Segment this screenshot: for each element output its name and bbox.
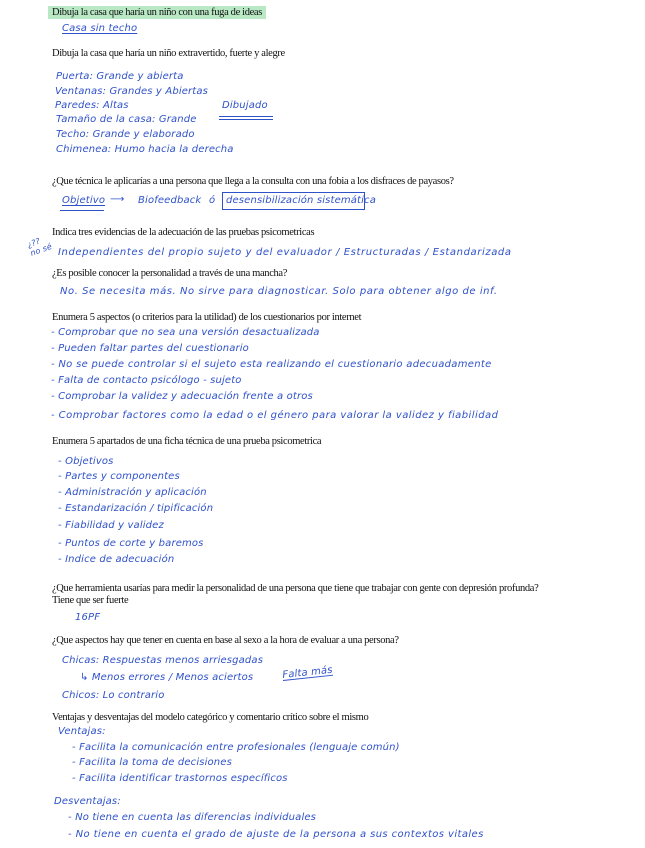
answer-7-line-5: - Fiabilidad y validez <box>58 520 164 531</box>
answer-6-line-3: - No se puede controlar si el sujeto esta realizando el cuestionario adecuadamente <box>51 359 492 370</box>
answer-2-line-5: Techo: Grande y elaborado <box>56 129 195 140</box>
answer-7-line-1: - Objetivos <box>58 456 114 467</box>
answer-8: 16PF <box>75 612 101 623</box>
answer-3-objetivo: Objetivo <box>62 195 106 206</box>
answer-2-note-underline-1 <box>219 116 273 117</box>
answer-10-ventaja-2: - Facilita la toma de decisiones <box>72 757 232 768</box>
question-8-note: Tiene que ser fuerte <box>52 595 129 606</box>
answer-2-line-4: Tamaño de la casa: Grande <box>56 114 197 125</box>
answer-9-sub: ↳ Menos errores / Menos aciertos <box>80 672 254 683</box>
answer-9-chicas: Chicas: Respuestas menos arriesgadas <box>62 655 264 666</box>
question-8: ¿Que herramienta usarías para medir la personalidad de una persona que tiene que trabajar con gente con depresión profunda? <box>52 583 539 594</box>
answer-10-desventajas-label: Desventajas: <box>54 796 121 807</box>
answer-7-line-3: - Administración y aplicación <box>58 487 207 498</box>
answer-6-line-2: - Pueden faltar partes del cuestionario <box>51 343 249 354</box>
answer-3-objetivo-underline <box>60 210 104 211</box>
answer-10-ventajas-label: Ventajas: <box>58 726 106 737</box>
answer-5: No. Se necesita más. No sirve para diagnosticar. Solo para obtener algo de inf. <box>60 286 498 297</box>
question-9: ¿Que aspectos hay que tener en cuenta en base al sexo a la hora de evaluar a una persona? <box>52 635 399 646</box>
question-6: Enumera 5 aspectos (o criterios para la utilidad) de los cuestionarios por internet <box>52 312 362 323</box>
answer-6-line-6: - Comprobar factores como la edad o el género para valorar la validez y fiabilidad <box>51 410 499 421</box>
answer-6-line-5: - Comprobar la validez y adecuación frente a otros <box>51 391 313 402</box>
question-3: ¿Que técnica le aplicarías a una persona que llega a la consulta con una fobia a los disfraces de payasos? <box>52 176 454 187</box>
answer-2-line-1: Puerta: Grande y abierta <box>56 71 184 82</box>
question-10: Ventajas y desventajas del modelo categórico y comentario crítico sobre el mismo <box>52 712 369 723</box>
answer-3-arrow: ⟶ <box>110 194 125 205</box>
answer-10-ventaja-3: - Facilita identificar trastornos específicos <box>72 773 288 784</box>
answer-2-line-2: Ventanas: Grandes y Abiertas <box>55 86 209 97</box>
answer-10-desventaja-1: - No tiene en cuenta las diferencias individuales <box>68 812 317 823</box>
answer-7-line-4: - Estandarización / tipificación <box>58 503 214 514</box>
answer-3-o: ó <box>209 195 216 206</box>
answer-6-line-4: - Falta de contacto psicólogo - sujeto <box>51 375 242 386</box>
question-7: Enumera 5 apartados de una ficha técnica de una prueba psicometrica <box>52 436 322 447</box>
question-5: ¿Es posible conocer la personalidad a través de una mancha? <box>52 268 288 279</box>
question-1: Dibuja la casa que haría un niño con una fuga de ideas <box>52 8 266 19</box>
answer-9-chicos: Chicos: Lo contrario <box>62 690 165 701</box>
answer-6-line-1: - Comprobar que no sea una versión desactualizada <box>51 327 320 338</box>
answer-7-line-6: - Puntos de corte y baremos <box>58 538 204 549</box>
question-2: Dibuja la casa que haría un niño extravertido, fuerte y alegre <box>52 48 285 59</box>
question-4: Indica tres evidencias de la adecuación de las pruebas psicometricas <box>52 227 315 238</box>
answer-10-ventaja-1: - Facilita la comunicación entre profesionales (lenguaje común) <box>72 742 400 753</box>
answer-7-line-7: - Indice de adecuación <box>58 554 175 565</box>
answer-1: Casa sin techo <box>62 23 138 34</box>
answer-3-biofeedback: Biofeedback <box>138 195 202 206</box>
answer-2-line-6: Chimenea: Humo hacia la derecha <box>56 144 234 155</box>
answer-9-note: Falta más <box>281 664 334 681</box>
answer-4: Independientes del propio sujeto y del evaluador / Estructuradas / Estandarizada <box>58 247 512 258</box>
answer-7-line-2: - Partes y componentes <box>58 471 180 482</box>
answer-3-desensibilizacion: desensibilización sistemática <box>226 195 376 206</box>
answer-4-side-note: ¿?? no sé <box>26 236 54 259</box>
answer-2-line-3: Paredes: Altas <box>55 100 129 111</box>
answer-2-note-underline-2 <box>219 119 273 120</box>
answer-2-note: Dibujado <box>222 100 268 111</box>
answer-10-desventaja-2: - No tiene en cuenta el grado de ajuste de la persona a sus contextos vitales <box>68 829 484 840</box>
